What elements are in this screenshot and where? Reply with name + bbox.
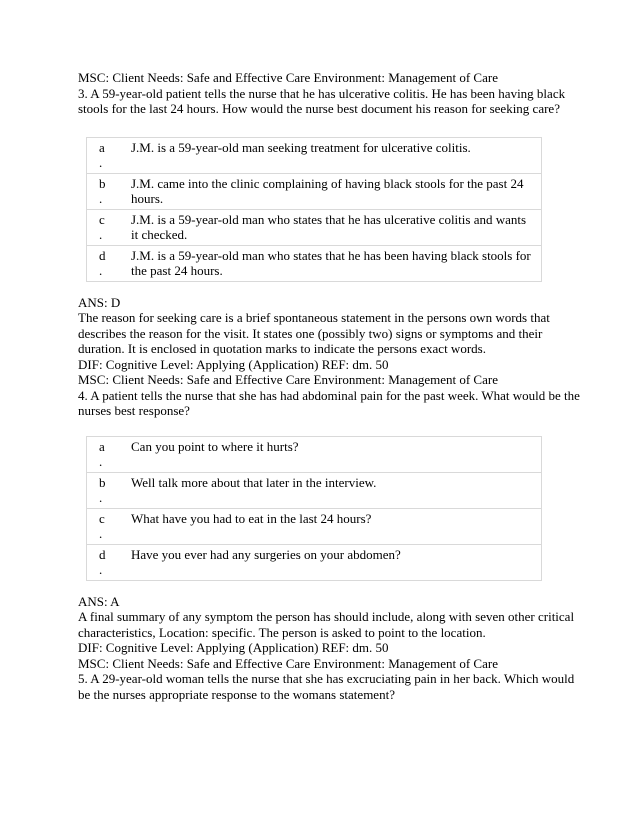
option-letter: d xyxy=(99,546,106,562)
q4-option-row-a xyxy=(87,437,541,473)
option-letter-dot: . xyxy=(99,490,103,505)
option-letter: b xyxy=(99,474,106,490)
q5-msc-line: MSC: Client Needs: Safe and Effective Care Environment: Management of Care xyxy=(78,655,498,671)
q3-option-text-b: J.M. came into the clinic complaining of having black stools for the past 24 hours. xyxy=(131,175,524,206)
option-letter-dot: . xyxy=(99,155,103,170)
question-4-text: 4. A patient tells the nurse that she has had abdominal pain for the past week. What would be the nurses best response? xyxy=(78,387,580,418)
q3-dif-line: DIF: Cognitive Level: Applying (Application) REF: dm. 50 xyxy=(78,356,389,372)
q4-option-text-c: What have you had to eat in the last 24 hours? xyxy=(131,510,372,526)
option-letter: a xyxy=(99,438,105,454)
option-letter-dot: . xyxy=(99,227,103,242)
q4-option-row-c xyxy=(87,509,541,545)
option-letter: b xyxy=(99,175,106,191)
q3-option-letter-a xyxy=(87,140,131,171)
q4-option-row-b xyxy=(87,473,541,509)
question-3-text: 3. A 59-year-old patient tells the nurse that he has ulcerative colitis. He has been having black stools for the last 24 hours. How would the nurse best document his reason for seeking care? xyxy=(78,85,566,116)
option-letter-dot: . xyxy=(99,526,103,541)
option-letter: a xyxy=(99,139,105,155)
q4-msc-line: MSC: Client Needs: Safe and Effective Care Environment: Management of Care xyxy=(78,372,498,387)
question-5-text: 5. A 29-year-old woman tells the nurse that she has excruciating pain in her back. Which would be the nurses appropriate response to the womans statement? xyxy=(78,671,575,702)
q3-option-letter-b xyxy=(87,176,131,207)
q4-rationale: A final summary of any symptom the person has should include, along with seven other critical characteristics, Location: specific. The person is asked to point to the location. xyxy=(78,609,575,640)
q3-option-letter-c xyxy=(87,212,131,243)
q4-option-letter-c xyxy=(87,511,131,542)
option-letter: d xyxy=(99,247,106,263)
option-letter-dot: . xyxy=(99,562,103,577)
q3-option-letter-d xyxy=(87,248,131,279)
q3-msc-line: MSC: Client Needs: Safe and Effective Care Environment: Management of Care xyxy=(78,70,498,85)
q3-option-row-b xyxy=(87,174,541,210)
option-letter: c xyxy=(99,211,105,227)
q4-option-letter-d xyxy=(87,547,131,578)
q3-option-text-d: J.M. is a 59-year-old man who states that he has been having black stools for the past 24 hours. xyxy=(131,247,531,278)
q3-option-text-c: J.M. is a 59-year-old man who states that he has ulcerative colitis and wants it checked. xyxy=(131,211,527,242)
q4-option-letter-a xyxy=(87,439,131,470)
q3-option-row-c xyxy=(87,210,541,246)
q4-option-row-d xyxy=(87,545,541,580)
q4-option-text-d: Have you ever had any surgeries on your abdomen? xyxy=(131,546,401,562)
q4-options-table xyxy=(86,436,542,581)
option-letter-dot: . xyxy=(99,263,103,278)
option-letter-dot: . xyxy=(99,191,103,206)
q4-option-text-a: Can you point to where it hurts? xyxy=(131,438,299,454)
q3-option-row-d xyxy=(87,246,541,281)
q3-option-text-a: J.M. is a 59-year-old man seeking treatment for ulcerative colitis. xyxy=(131,139,471,155)
q3-rationale: The reason for seeking care is a brief spontaneous statement in the persons own words that describes the reason for the visit. It states one (possibly two) signs or symptoms and their duration. It is enclosed in quotation marks to indicate the persons exact words. xyxy=(78,310,550,356)
q4-option-text-b: Well talk more about that later in the interview. xyxy=(131,474,377,490)
q4-answer-line: ANS: A xyxy=(78,593,120,609)
q3-answer-line: ANS: D xyxy=(78,294,121,310)
q4-dif-line: DIF: Cognitive Level: Applying (Application) REF: dm. 50 xyxy=(78,640,389,655)
option-letter-dot: . xyxy=(99,454,103,469)
q3-option-row-a xyxy=(87,138,541,174)
q4-option-letter-b xyxy=(87,475,131,506)
option-letter: c xyxy=(99,510,105,526)
q3-options-table xyxy=(86,137,542,282)
